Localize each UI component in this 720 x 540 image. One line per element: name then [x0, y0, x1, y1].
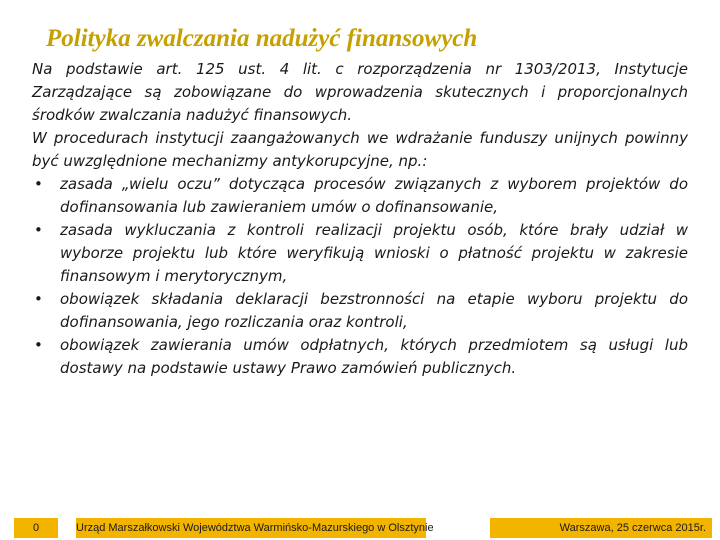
slide-body [32, 58, 688, 380]
slide-title: Polityka zwalczania nadużyć finansowych [46, 25, 478, 52]
bullet-icon: • [34, 221, 43, 239]
footer-organization: Urząd Marszałkowski Województwa Warmińsko-Mazurskiego w Olsztynie [76, 518, 426, 538]
bullet-icon: • [34, 175, 43, 193]
bullet-icon: • [34, 336, 43, 354]
footer [0, 514, 720, 540]
list-item-text: zasada „wielu oczu” dotycząca procesów związanych z wyborem projektów do dofinansowania lub zawieraniem umów o dofinansowanie, [60, 175, 688, 216]
mechanisms-paragraph: W procedurach instytucji zaangażowanych we wdrażanie funduszy unijnych powinny być uwzględnione mechanizmy antykorupcyjne, np.: [32, 129, 688, 170]
list-item-text: zasada wykluczania z kontroli realizacji projektu osób, które brały udział w wyborze projektu lub które weryfikują wnioski o płatność projektu w zakresie finansowym i merytorycznym, [60, 221, 688, 285]
intro-paragraph: Na podstawie art. 125 ust. 4 lit. c rozporządzenia nr 1303/2013, Instytucje Zarządzające są zobowiązane do wprowadzenia skutecznych i proporcjonalnych środków zwalczania nadużyć finansowych. [32, 60, 688, 124]
list-item [32, 219, 688, 288]
list-item [32, 334, 688, 380]
page-number: 0 [14, 518, 58, 538]
list-item [32, 173, 688, 219]
list-item-text: obowiązek składania deklaracji bezstronności na etapie wyboru projektu do dofinansowania, jego rozliczania oraz kontroli, [60, 290, 688, 331]
mechanisms-list [32, 173, 688, 380]
list-item [32, 288, 688, 334]
list-item-text: obowiązek zawierania umów odpłatnych, których przedmiotem są usługi lub dostawy na podstawie ustawy Prawo zamówień publicznych. [60, 336, 688, 377]
bullet-icon: • [34, 290, 43, 308]
footer-date: Warszawa, 25 czerwca 2015r. [490, 518, 712, 538]
